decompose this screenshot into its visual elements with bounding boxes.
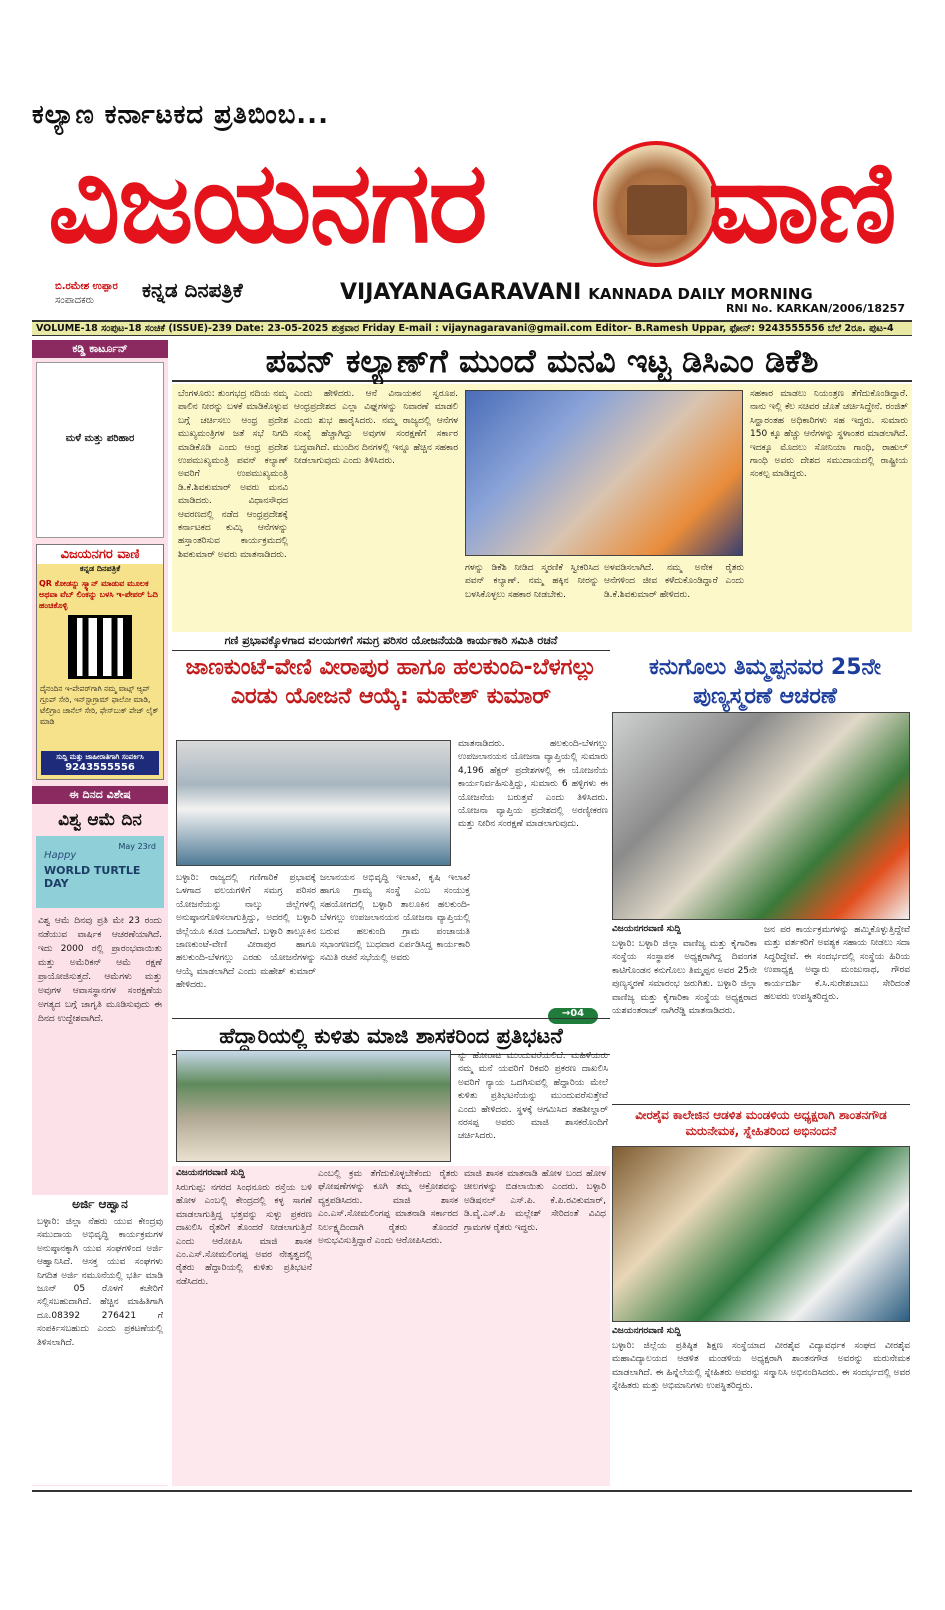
editor-credit <box>55 280 135 308</box>
masthead-title-left: ವಿಜಯನಗರ <box>48 138 486 268</box>
masthead-logo <box>48 133 908 273</box>
advert-qr-text: QR ಕೋಡನ್ನು ಸ್ಕ್ಯಾನ್ ಮಾಡುವ ಮೂಲಕ ಅಥವಾ ವೆಬ್ ಲಿಂಕನ್ನು ಬಳಸಿ ಇ-ಪೇಪರ್ ಓದಿ ಹಂಚಿಕೊಳ್ಳಿ <box>39 579 158 610</box>
article4-photo <box>612 712 910 920</box>
cartoon-image <box>36 362 164 538</box>
masthead-title-right: ವಾಣಿ <box>708 138 895 268</box>
advert-title: ವಿಜಯನಗರ ವಾಣಿ <box>37 545 163 564</box>
article4-headline: ಕನುಗೊಲು ತಿಮ್ಮಪ್ಪನವರ 25ನೇ ಪುಣ್ಯಸ್ಮರಣೆ ಆಚರಣೆ <box>649 655 881 709</box>
advert-subtitle: ಕನ್ನಡ ದಿನಪತ್ರಿಕೆ <box>79 564 121 573</box>
special-day-header: ಈ ದಿನದ ವಿಶೇಷ <box>32 786 168 804</box>
article3-byline: ವಿಜಯನಗರವಾಣಿ ಸುದ್ದಿ <box>176 1168 245 1178</box>
special-day-text: ವಿಶ್ವ ಆಮೆ ದಿನವು ಪ್ರತಿ ಮೇ 23 ರಂದು ನಡೆಯುವ ವಾರ್ಷಿಕ ಆಚರಣೆಯಾಗಿದೆ. ಇದು 2000 ರಲ್ಲಿ ಪ್ರಾರಂಭವಾಯಿತು ಮತ್ತು ಅಮೆರಿಕನ್ ಆಮೆ ರಕ್ಷಣೆ ಪ್ರಾಯೋಜಿಸುತ್ತದೆ. ಆಮೆಗಳು ಮತ್ತು ಅವುಗಳ ಆವಾಸಸ್ಥಾನಗಳ ಸಂರಕ್ಷಣೆಯ ಅಗತ್ಯದ ಬಗ್ಗೆ ಜಾಗೃತಿ ಮೂಡಿಸುವುದು ಈ ದಿನದ ಉದ್ದೇಶವಾಗಿದೆ. <box>38 916 162 1024</box>
application-notice <box>32 1195 168 1485</box>
turtle-title-text: WORLD TURTLE DAY <box>44 864 141 890</box>
daily-english-brand: VIJAYANAGARAVANI <box>340 280 582 305</box>
article2-photo <box>176 740 451 866</box>
qr-code-icon[interactable] <box>68 615 132 679</box>
daily-english-rest: KANNADA DAILY MORNING <box>588 285 813 303</box>
article1-col2: ಎಂದು ಹೇಳಿದರು. ಆನೆ ವಿನಾಯಕನ ಸ್ವರೂಪ. ಆಂಧ್ರಪ್ರದೇಶದ ಎಲ್ಲಾ ವಿಘ್ನಗಳನ್ನು ನಿವಾರಣೆ ಮಾಡಲಿ ಎಂದು ಶುಭ ಹಾರೈಸಿದರು. ನಮ್ಮ ರಾಜ್ಯದಲ್ಲಿ ಆನೆಗಳ ಸಂಖ್ಯೆ ಹೆಚ್ಚಾಗಿದ್ದು ಅವುಗಳ ಸಂರಕ್ಷಣೆಗೆ ಸರ್ಕಾರ ಬದ್ಧವಾಗಿದೆ. ಮುಂದಿನ ದಿನಗಳಲ್ಲಿ ಇನ್ನೂ ಹೆಚ್ಚಿನ ಸಹಕಾರ ನೀಡಲಾಗುವುದು ಎಂದು ತಿಳಿಸಿದರು. <box>294 389 458 467</box>
article4-col1: ಬಳ್ಳಾರಿ: ಬಳ್ಳಾರಿ ಜಿಲ್ಲಾ ವಾಣಿಜ್ಯ ಮತ್ತು ಕೈಗಾರಿಕಾ ಸಂಸ್ಥೆಯ ಸಂಸ್ಥಾಪಕ ಅಧ್ಯಕ್ಷರಾಗಿದ್ದ ದಿವಂಗತ ಕಾಟಿಗೊಂಡನ ಕನುಗೊಲು ತಿಮ್ಮಪ್ಪನ ಅವರ 25ನೇ ಪುಣ್ಯಸ್ಮರಣೆ ಸಮಾರಂಭ ಜರುಗಿತು. ಬಳ್ಳಾರಿ ಜಿಲ್ಲಾ ವಾಣಿಜ್ಯ ಮತ್ತು ಕೈಗಾರಿಕಾ ಸಂಸ್ಥೆಯ ಅಧ್ಯಕ್ಷರಾದ ಯಶವಂತರಾಜ್ ನಾಗಿರೆಡ್ಡಿ ಮಾತನಾಡಿದರು. <box>612 939 757 1017</box>
article2-headline: ಜಾಣಕುಂಟೆ-ವೇಣಿ ವೀರಾಪುರ ಹಾಗೂ ಹಲಕುಂದಿ-ಬೆಳಗಲ್ಲು ಎರಡು ಯೋಜನೆ ಆಯ್ಕೆ: ಮಹೇಶ್ ಕುಮಾರ್ <box>185 655 597 709</box>
editor-role: ಸಂಪಾದಕರು <box>55 295 95 306</box>
page-bottom-rule <box>32 1490 912 1492</box>
article3-col1: ಸಿರುಗುಪ್ಪ: ನಗರದ ಸಿಂಧನೂರು ರಸ್ತೆಯ ಬಳಿ ಹೋಳ ಎಂಬಲ್ಲಿ ಕೇಂದ್ರದಲ್ಲಿ ಕಳ್ಳ ಸಾಗಣೆ ಮಾಡಲಾಗುತ್ತಿದ್ದ ಭತ್ತವನ್ನು ಸುಳ್ಳು ಪ್ರಕರಣ ದಾಖಲಿಸಿ ರೈತರಿಗೆ ತೊಂದರೆ ನೀಡಲಾಗುತ್ತಿದೆ ಎಂದು ಆರೋಪಿಸಿ ಮಾಜಿ ಶಾಸಕ ಎಂ.ಎಸ್.ಸೋಮಲಿಂಗಪ್ಪ ಅವರ ನೇತೃತ್ವದಲ್ಲಿ ರೈತರು ಹೆದ್ದಾರಿಯಲ್ಲಿ ಕುಳಿತು ಪ್ರತಿಭಟನೆ ನಡೆಸಿದರು. <box>176 1183 312 1287</box>
article1-headline-box <box>172 340 912 382</box>
special-day-title: ವಿಶ್ವ ಆಮೆ ದಿನ <box>58 810 142 830</box>
advert-phone-number: 9243555556 <box>65 762 135 773</box>
article1-col4: ಸಹಕಾರ ಮಾಡಲು ನಿಯಂತ್ರಣ ತೆಗೆದುಕೊಂಡಿದ್ದಾರೆ. ನಾನು ಇಲ್ಲಿ ಕೆಲ ಸಚಿವರ ಜೊತೆ ಚರ್ಚಿಸಿದ್ದೇನೆ. ರಂಜಿತ್ ಸಿನ್ಹಾರಂತಹ ಅಧಿಕಾರಿಗಳು ಸಹ ಇದ್ದರು. ಸುಮಾರು 150 ಕ್ಕೂ ಹೆಚ್ಚು ಆನೆಗಳನ್ನು ಸ್ಥಳಾಂತರ ಮಾಡಲಾಗಿದೆ. ಇದಕ್ಕೂ ಮೊದಲು ಸೋನಿಯಾ ಗಾಂಧಿ, ರಾಹುಲ್ ಗಾಂಧಿ ಅವರು ದೇಶದ ಸಮುದಾಯದಲ್ಲಿ ರಾಷ್ಟ್ರೀಯ ಸಂಕಲ್ಪ ಮಾಡಿದ್ದರು. <box>750 389 908 480</box>
epaper-advert <box>36 544 164 780</box>
article1-col1: ಬೆಂಗಳೂರು: ತುಂಗಭದ್ರ ನದಿಯ ನಮ್ಮ ಪಾಲಿನ ನೀರನ್ನು ಬಳಕೆ ಮಾಡಿಕೊಳ್ಳುವ ಬಗ್ಗೆ ಚರ್ಚಿಸಲು ಆಂಧ್ರ ಪ್ರದೇಶ ಮುಖ್ಯಮಂತ್ರಿಗಳ ಜತೆ ಸಭೆ ನಿಗದಿ ಮಾಡಿಕೊಡಿ ಎಂದು ಆಂಧ್ರ ಪ್ರದೇಶ ಉಪಮುಖ್ಯಮಂತ್ರಿ ಪವನ್ ಕಲ್ಯಾಣ್ ಅವರಿಗೆ ಉಪಮುಖ್ಯಮಂತ್ರಿ ಡಿ.ಕೆ.ಶಿವಕುಮಾರ್ ಅವರು ಮನವಿ ಮಾಡಿದರು. ವಿಧಾನಸೌಧದ ಆವರಣದಲ್ಲಿ ನಡೆದ ಆಂಧ್ರಪ್ರದೇಶಕ್ಕೆ ಕರ್ನಾಟಕದ ಕುಮ್ಕಿ ಆನೆಗಳನ್ನು ಹಸ್ತಾಂತರಿಸುವ ಕಾರ್ಯಕ್ರಮದಲ್ಲಿ ಶಿವಕುಮಾರ್ ಅವರು ಮಾತನಾಡಿದರು. <box>178 389 288 560</box>
article2-col2: ಜಲಾನಯನ ಅಭಿವೃದ್ಧಿ ಇಲಾಖೆ, ಕೃಷಿ ಇಲಾಖೆ ಹಾಗೂ ಗ್ರಾಮ್ಯ ಸಂಸ್ಥೆ ಎಂಬ ಸಂಯುಕ್ತ ಸಹಯೋಗದಲ್ಲಿ ಬಳ್ಳಾರಿ ತಾಲೂಕಿನ ಹಲಕುಂದಿ-ಬೆಳಗಲ್ಲು ಉಪಜಲಾನಯನ ಯೋಜನಾ ವ್ಯಾಪ್ತಿಯಲ್ಲಿ ಬರುವ ಹಲಕುಂದಿ ಗ್ರಾಮ ಪಂಚಾಯತಿ ಸಭಾಂಗಣದಲ್ಲಿ ಬುಧವಾರ ಏರ್ಪಡಿಸಿದ್ದ ಕಾರ್ಯಕಾರಿ ಸಮಿತಿ ರಚನೆ ಸಭೆಯಲ್ಲಿ ಅವರು <box>320 873 470 964</box>
cartoon-header: ಕಡ್ಡಿ ಕಾರ್ಟೂನ್ <box>32 340 168 358</box>
advert-social-links: ದೈನಂದಿನ ಇ-ಪೇಪರ್‌ಗಾಗಿ ನಮ್ಮ ವಾಟ್ಸ್ ಆ್ಯಪ್ ಗ್ರೂಪ್ ಸೇರಿ, ಇನ್‌ಸ್ಟಾಗ್ರಾಮ್ ಫಾಲೋ ಮಾಡಿ, ಟೆಲಿಗ್ರಾಂ ಚಾನೆಲ್ ಸೇರಿ, ಫೇಸ್‌ಬುಕ್ ಪೇಜ್ ಲೈಕ್ ಮಾಡಿ <box>40 684 159 726</box>
article1-headline: ಪವನ್ ಕಲ್ಯಾಣ್‌ಗೆ ಮುಂದೆ ಮನವಿ ಇಟ್ಟ ಡಿಸಿಎಂ ಡಿಕೆಶಿ <box>265 342 819 380</box>
article5-text: ಬಳ್ಳಾರಿ: ಜಿಲ್ಲೆಯ ಪ್ರತಿಷ್ಠಿತ ಶಿಕ್ಷಣ ಸಂಸ್ಥೆಯಾದ ವೀರಶೈವ ವಿದ್ಯಾವರ್ಧಕ ಸಂಘದ ವೀರಶೈವ ಮಹಾವಿದ್ಯಾಲಯದ ಆಡಳಿತ ಮಂಡಳಿಯ ಅಧ್ಯಕ್ಷರಾಗಿ ಶಾಂತನಗೌಡ ಅವರನ್ನು ಮರುನೇಮಕ ಮಾಡಲಾಗಿದೆ. ಈ ಹಿನ್ನೆಲೆಯಲ್ಲಿ ಸ್ನೇಹಿತರು ಅವರನ್ನು ಸನ್ಮಾನಿಸಿ ಅಭಿನಂದಿಸಿದರು. ಈ ಸಂದರ್ಭದಲ್ಲಿ ಅವರ ಸ್ನೇಹಿತರು ಮತ್ತು ಅಭಿಮಾನಿಗಳು ಉಪಸ್ಥಿತರಿದ್ದರು. <box>612 1341 910 1392</box>
article1-photo <box>465 390 743 556</box>
application-notice-title: ಅರ್ಜಿ ಆಹ್ವಾನ <box>72 1197 128 1211</box>
turtle-happy-text: Happy <box>44 850 77 861</box>
article5-byline: ವಿಜಯನಗರವಾಣಿ ಸುದ್ದಿ <box>612 1326 681 1336</box>
turtle-date-text: May 23rd <box>118 842 156 851</box>
article3-photo <box>176 1050 451 1162</box>
article2-col1: ಬಳ್ಳಾರಿ: ರಾಜ್ಯದಲ್ಲಿ ಗಣಿಗಾರಿಕೆ ಪ್ರಭಾವಕ್ಕೆ ಒಳಗಾದ ವಲಯಗಳಿಗೆ ಸಮಗ್ರ ಪರಿಸರ ಯೋಜನೆಯನ್ನು ನಾಲ್ಕು ಜಿಲ್ಲೆಗಳಲ್ಲಿ ಅನುಷ್ಠಾನಗೊಳಿಸಲಾಗುತ್ತಿದ್ದು, ಅದರಲ್ಲಿ ಬಳ್ಳಾರಿ ಜಿಲ್ಲೆಯೂ ಕೂಡ ಒಂದಾಗಿದೆ. ಬಳ್ಳಾರಿ ತಾಲ್ಲೂಕಿನ ಜಾಣಕುಂಟೆ-ವೇಣಿ ವೀರಾಪುರ ಹಾಗೂ ಹಲಕುಂದಿ-ಬೆಳಗಲ್ಲು ಎರಡು ಯೋಜನೆಗಳನ್ನು ಆಯ್ಕೆ ಮಾಡಲಾಗಿದೆ ಎಂದು ಮಹೇಶ್ ಕುಮಾರ್ ಹೇಳಿದರು. <box>176 873 316 991</box>
article2-side-text: ಮಾತನಾಡಿದರು. ಹಲಕುಂದಿ-ಬೆಳಗಲ್ಲು ಉಪಜಲಾನಯನ ಯೋಜನಾ ವ್ಯಾಪ್ತಿಯಲ್ಲಿ ಸುಮಾರು 4,196 ಹೆಕ್ಟರ್ ಪ್ರದೇಶಗಳಲ್ಲಿ ಈ ಯೋಜನೆಯ ಕಾರ್ಯನಿರ್ವಹಿಸುತ್ತಿದ್ದು, ಸುಮಾರು 6 ಹಳ್ಳಿಗಳು ಈ ಯೋಜನೆಯ ಬರುತ್ತವೆ ಎಂದು ತಿಳಿಸಿದರು. ಯೋಜನಾ ವ್ಯಾಪ್ತಿಯ ಪ್ರದೇಶದಲ್ಲಿ ಅರಣ್ಯೀಕರಣ ಮತ್ತು ನೀರಿನ ಸಂರಕ್ಷಣೆ ಮಾಡಲಾಗುವುದು. <box>458 739 608 830</box>
article5-headline: ವೀರಶೈವ ಕಾಲೇಜಿನ ಆಡಳಿತ ಮಂಡಳಿಯ ಅಧ್ಯಕ್ಷರಾಗಿ ಶಾಂತನಗೌಡ ಮರುನೇಮಕ, ಸ್ನೇಹಿತರಿಂದ ಅಭಿನಂದನೆ <box>612 1104 910 1139</box>
article1-col3: ಅಳವಡಿಸಲಾಗಿದೆ. ನಮ್ಮ ಅನೇಕ ರೈತರು ಆನೆಗಳಿಂದ ಜೀವ ಕಳೆದುಕೊಂಡಿದ್ದಾರೆ ಎಂದು ಡಿ.ಕೆ.ಶಿವಕುಮಾರ್ ಹೇಳಿದರು. <box>604 563 744 600</box>
issue-info-bar: VOLUME-18 ಸಂಪುಟ-18 ಸಂಚಿಕೆ (ISSUE)-239 Date: 23-05-2025 ಶುಕ್ರವಾರ Friday E-mail : vijaynagaravani@gmail.com Editor- B.Ramesh Uppar, ಫೋನ್: 9243555556 ಬೆಲೆ 2ರೂ. ಪುಟ-4 <box>32 320 912 336</box>
article3-right-text: ನ್ನು ಹೋರಾಟ ಮುಂದುವರೆಯಲಿದೆ. ಮಹಿಳೆಯರು ನಮ್ಮ ಮನೆ ಯವರಿಗೆ ರಿಕವರಿ ಪ್ರಕರಣ ದಾಖಲಿಸಿ ಅವರಿಗೆ ನ್ಯಾಯ ಒದಗಿಸುವಲ್ಲಿ ಹೆದ್ದಾರಿಯ ಮೇಲೆ ಕುಳಿತು ಪ್ರತಿಭಟನೆಯನ್ನು ಮುಂದುವರೆಸುತ್ತೇವೆ ಎಂದು ಹೇಳಿದರು. ಸ್ಥಳಕ್ಕೆ ಆಗಮಿಸಿದ ತಹಶೀಲ್ದಾರ್ ನರಸಪ್ಪ ಅವರು ಮಾಜಿ ಶಾಸಕರೊಂದಿಗೆ ಚರ್ಚಿಸಿದರು. <box>458 1051 608 1142</box>
masthead-tagline: ಕಲ್ಯಾಣ ಕರ್ನಾಟಕದ ಪ್ರತಿಬಿಂಬ... <box>32 100 329 130</box>
continued-page-tag[interactable]: →04 <box>548 1008 598 1024</box>
article2-kicker: ಗಣಿ ಪ್ರಭಾವಕ್ಕೊಳಗಾದ ವಲಯಗಳಿಗೆ ಸಮಗ್ರ ಪರಿಸರ ಯೋಜನೆಯಡಿ ಕಾರ್ಯಕಾರಿ ಸಮಿತಿ ರಚನೆ <box>172 634 610 651</box>
application-notice-text: ಬಳ್ಳಾರಿ: ಜಿಲ್ಲಾ ನೆಹರು ಯುವ ಕೇಂದ್ರವು ಸಮುದಾಯ ಅಭಿವೃದ್ಧಿ ಕಾರ್ಯಕ್ರಮಗಳ ಅನುಷ್ಠಾನಕ್ಕಾಗಿ ಯುವ ಸಂಘಗಳಿಂದ ಅರ್ಜಿ ಆಹ್ವಾನಿಸಿದೆ. ಆಸಕ್ತ ಯುವ ಸಂಘಗಳು ನಿಗದಿತ ಅರ್ಜಿ ನಮೂನೆಯಲ್ಲಿ ಭರ್ತಿ ಮಾಡಿ ಜೂನ್ 05 ರೊಳಗೆ ಕಚೇರಿಗೆ ಸಲ್ಲಿಸಬಹುದಾಗಿದೆ. ಹೆಚ್ಚಿನ ಮಾಹಿತಿಗಾಗಿ ದೂ.08392 276421 ಗೆ ಸಂಪರ್ಕಿಸಬಹುದು ಎಂದು ಪ್ರಕಟಣೆಯಲ್ಲಿ ತಿಳಿಸಲಾಗಿದೆ. <box>37 1217 163 1348</box>
article5-photo <box>612 1146 910 1322</box>
article4-col2: ಜನ ಪರ ಕಾರ್ಯಕ್ರಮಗಳನ್ನು ಹಮ್ಮಿಕೊಳ್ಳುತ್ತಿದ್ದೇವೆ ಮತ್ತು ವರ್ತಕರಿಗೆ ಅವಶ್ಯಕ ಸಹಾಯ ನೀಡಲು ಸದಾ ಸಿದ್ಧರಿದ್ದೇವೆ. ಈ ಸಂದರ್ಭದಲ್ಲಿ ಸಂಸ್ಥೆಯ ಹಿರಿಯ ಉಪಾಧ್ಯಕ್ಷ ಅವ್ವಾರು ಮಂಜುನಾಥ, ಗೌರವ ಕಾರ್ಯದರ್ಶಿ ಕೆ.ಸಿ.ಸುರೇಶಬಾಬು ಸೇರಿದಂತೆ ಹಲವರು ಉಪಸ್ಥಿತರಿದ್ದರು. <box>764 925 910 1003</box>
article3-col3: ಮಾಜಿ ಶಾಸಕ ಮಾತನಾಡಿ ಹೋಳ ಬಂದ ಹೋಳ ಚೀಲಗಳನ್ನು ಬಿಡಲಾಯಿತು ಎಂದರು. ಬಳ್ಳಾರಿ ಅಡಿಷನಲ್ ಎಸ್.ಪಿ. ಕೆ.ಪಿ.ರವಿಕುಮಾರ್, ಡಿ.ವೈ.ಎಸ್.ಪಿ ಮಲ್ಲೇಶ್ ಸೇರಿದಂತೆ ವಿವಿಧ ಗ್ರಾಮಗಳ ರೈತರು ಇದ್ದರು. <box>464 1169 606 1233</box>
editor-name: ಬಿ.ರಮೇಶ ಉಪ್ಪಾರ <box>55 281 118 292</box>
advert-phone <box>41 751 159 775</box>
rni-number: RNI No. KARKAN/2006/18257 <box>725 302 905 315</box>
advert-phone-label: ಸುದ್ದಿ ಮತ್ತು ಜಾಹೀರಾತಿಗಾಗಿ ಸಂಪರ್ಕಿಸಿ <box>56 753 144 761</box>
daily-kannada: ಕನ್ನಡ ದಿನಪತ್ರಿಕೆ <box>142 278 243 302</box>
article4-byline: ವಿಜಯನಗರವಾಣಿ ಸುದ್ದಿ <box>612 924 681 934</box>
turtle-day-image <box>36 836 164 908</box>
hampi-chariot-icon <box>593 141 719 267</box>
cartoon-caption: ಮಳೆ ಮತ್ತು ಪರಿಹಾರ <box>65 433 135 444</box>
article1-photo-caption: ಗಳನ್ನು ಡಿಕೆಶಿ ನೀಡಿದ ಸ್ಮರಣಿಕೆ ಸ್ವೀಕರಿಸಿದ ಪವನ್ ಕಲ್ಯಾಣ್. ನಮ್ಮ ಹಕ್ಕಿನ ನೀರನ್ನು ಬಳಸಿಕೊಳ್ಳಲು ಸಹಕಾರ ನೀಡಬೇಕು. <box>465 563 599 600</box>
article3-col2: ಎಂಬಲ್ಲಿ ಕ್ರಮ ತೆಗೆದುಕೊಳ್ಳಬೇಕೆಂದು ರೈತರು ಘೋಷಣೆಗಳನ್ನು ಕೂಗಿ ತಮ್ಮ ಆಕ್ರೋಶವನ್ನು ವ್ಯಕ್ತಪಡಿಸಿದರು. ಮಾಜಿ ಶಾಸಕ ಎಂ.ಎಸ್.ಸೋಮಲಿಂಗಪ್ಪ ಮಾತನಾಡಿ ಸರ್ಕಾರದ ನಿರ್ಲಕ್ಷ್ಯದಿಂದಾಗಿ ರೈತರು ತೊಂದರೆ ಅನುಭವಿಸುತ್ತಿದ್ದಾರೆ ಎಂದು ಆರೋಪಿಸಿದರು. <box>318 1169 458 1247</box>
article3-headline: ಹೆದ್ದಾರಿಯಲ್ಲಿ ಕುಳಿತು ಮಾಜಿ ಶಾಸಕರಿಂದ ಪ್ರತಿಭಟನೆ <box>172 1018 610 1055</box>
